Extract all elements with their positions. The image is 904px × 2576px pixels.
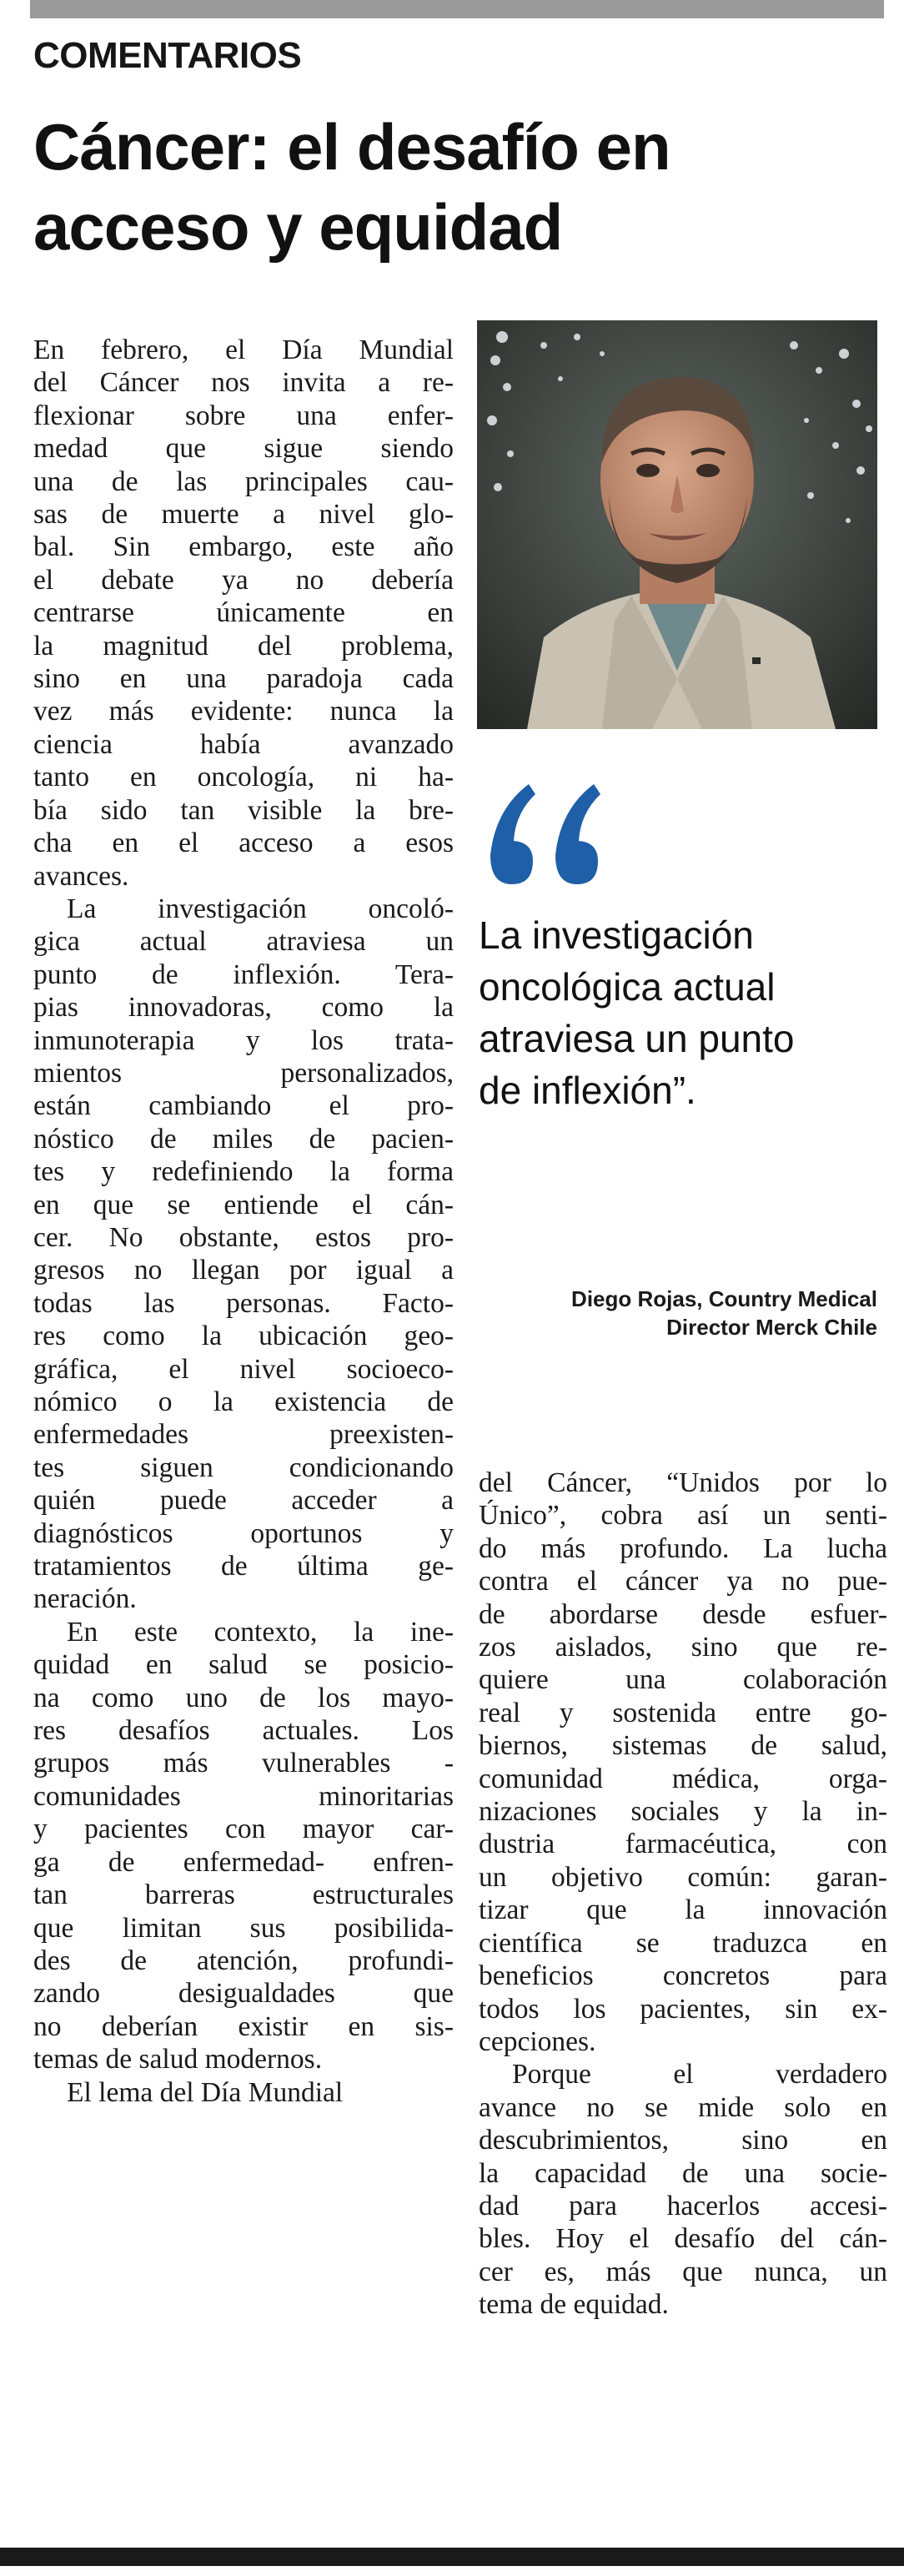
body-line: tizar que la innovación — [479, 1894, 887, 1926]
body-line: tes y redefiniendo la forma — [33, 1156, 454, 1188]
body-line: medad que sigue siendo — [33, 433, 454, 465]
body-line: nóstico de miles de pacien- — [33, 1123, 454, 1155]
body-line: En febrero, el Día Mundial — [33, 335, 454, 365]
body-line: mientos personalizados, — [33, 1057, 454, 1089]
body-line: sino en una paradoja cada — [33, 663, 454, 695]
body-line: punto de inflexión. Tera- — [33, 958, 454, 990]
body-line: La investigación oncoló- — [67, 893, 454, 924]
pull-quote-line: La investigación — [479, 913, 754, 957]
body-line: beneficios concretos para — [479, 1960, 887, 1992]
headline — [33, 107, 867, 267]
body-line: el debate ya no debería — [33, 564, 454, 596]
body-line: quiere una colaboración — [479, 1664, 887, 1696]
body-line: Único”, cobra así un senti- — [479, 1500, 887, 1532]
body-line: real y sostenida entre go- — [479, 1697, 887, 1728]
body-line: res desafíos actuales. Los — [33, 1715, 454, 1747]
body-line: cepciones. — [479, 2025, 596, 2057]
body-line: cha en el acceso a esos — [33, 828, 454, 859]
body-line: res como la ubicación geo- — [33, 1321, 454, 1352]
pull-quote — [479, 909, 879, 1116]
body-line: comunidades minoritarias — [33, 1780, 454, 1812]
body-line: na como uno de los mayo- — [33, 1682, 454, 1713]
body-line: neración. — [33, 1583, 137, 1615]
body-line: del Cáncer nos invita a re- — [33, 367, 454, 399]
body-line: de abordarse desde esfuer- — [479, 1598, 887, 1630]
body-line: todas las personas. Facto- — [33, 1287, 454, 1319]
top-rule — [30, 0, 884, 18]
body-line: que limitan sus posibilida- — [33, 1912, 454, 1944]
pull-quote-line: oncológica actual — [479, 965, 776, 1009]
body-line: están cambiando el pro- — [33, 1090, 454, 1122]
body-line: zos aislados, sino que re- — [479, 1632, 887, 1663]
body-line: avances. — [33, 860, 129, 892]
attribution-line: Director Merck Chile — [666, 1315, 877, 1340]
body-line: sas de muerte a nivel glo- — [33, 499, 454, 531]
body-line: zando desigualdades que — [33, 1978, 454, 2010]
attribution-line: Diego Rojas, Country Medical — [571, 1286, 877, 1311]
body-line: todos los pacientes, sin ex- — [479, 1993, 887, 2025]
body-line: del Cáncer, “Unidos por lo — [479, 1467, 887, 1498]
body-line: dad para hacerlos accesi- — [479, 2190, 887, 2221]
body-line: biernos, sistemas de salud, — [479, 1730, 887, 1762]
body-line: bal. Sin embargo, este año — [33, 531, 454, 563]
body-line: tan barreras estructurales — [33, 1879, 454, 1911]
body-line: la magnitud del problema, — [33, 630, 454, 662]
body-line: la capacidad de una socie- — [479, 2157, 887, 2189]
body-line: do más profundo. La lucha — [479, 1532, 887, 1564]
body-line: dustria farmacéutica, con — [479, 1829, 887, 1860]
body-line: nómico o la existencia de — [33, 1386, 454, 1417]
body-line: Porque el verdadero — [512, 2059, 887, 2090]
article-body-right-column — [479, 1467, 887, 2322]
body-line: diagnósticos oportunos y — [33, 1517, 454, 1549]
pull-quote-line: de inflexión”. — [479, 1069, 696, 1112]
body-line: descubrimientos, sino en — [479, 2125, 887, 2156]
body-line: tes siguen condicionando — [33, 1452, 454, 1483]
body-line: quidad en salud se posicio- — [33, 1649, 454, 1681]
pull-quote-line: atraviesa un punto — [479, 1017, 795, 1060]
body-line: cer es, más que nunca, un — [479, 2256, 887, 2287]
body-line: temas de salud modernos. — [33, 2044, 323, 2075]
article-body-left-column — [33, 334, 454, 2109]
headline-line: Cáncer: el desafío en — [33, 110, 670, 184]
headline-line: acceso y equidad — [33, 190, 563, 264]
body-line: vez más evidente: nunca la — [33, 696, 454, 727]
author-photo — [477, 320, 877, 729]
body-line: El lema del Día Mundial — [67, 2076, 344, 2108]
quote-attribution — [477, 1285, 877, 1341]
body-line: grupos más vulnerables - — [33, 1748, 454, 1779]
body-line: cer. No obstante, estos pro- — [33, 1221, 454, 1253]
body-line: en que se entiende el cán- — [33, 1189, 454, 1220]
body-line: tanto en oncología, ni ha- — [33, 762, 454, 793]
opening-quote-icon — [479, 776, 604, 893]
body-line: ciencia había avanzado — [33, 728, 454, 760]
body-line: tema de equidad. — [479, 2289, 669, 2321]
body-line: contra el cáncer ya no pue- — [479, 1566, 887, 1597]
body-line: enfermedades preexisten- — [33, 1419, 454, 1451]
body-line: inmunoterapia y los trata- — [33, 1024, 454, 1056]
body-line: des de atención, profundi- — [33, 1945, 454, 1976]
body-line: gresos no llegan por igual a — [33, 1255, 454, 1286]
body-line: centrarse únicamente en — [33, 597, 454, 629]
body-line: bles. Hoy el desafío del cán- — [479, 2223, 887, 2255]
body-line: quién puede acceder a — [33, 1485, 454, 1517]
body-line: nizaciones sociales y la in- — [479, 1796, 887, 1828]
body-line: avance no se mide solo en — [479, 2091, 887, 2123]
body-line: y pacientes con mayor car- — [33, 1814, 454, 1845]
body-line: pias innovadoras, como la — [33, 992, 454, 1024]
body-line: científica se traduzca en — [479, 1927, 887, 1959]
body-line: una de las principales cau- — [33, 465, 454, 497]
section-label: COMENTARIOS — [33, 35, 302, 76]
body-line: gica actual atraviesa un — [33, 926, 454, 958]
body-line: comunidad médica, orga- — [479, 1763, 887, 1794]
author-portrait-image — [477, 320, 877, 729]
body-line: gráfica, el nivel socioeco- — [33, 1353, 454, 1385]
bottom-rule — [0, 2548, 904, 2566]
body-line: tratamientos de última ge- — [33, 1551, 454, 1582]
body-line: En este contexto, la ine- — [67, 1616, 454, 1648]
body-line: flexionar sobre una enfer- — [33, 400, 454, 431]
body-line: no deberían existir en sis- — [33, 2010, 454, 2042]
body-line: un objetivo común: garan- — [479, 1861, 887, 1893]
body-line: ga de enfermedad- enfren- — [33, 1846, 454, 1878]
body-line: bía sido tan visible la bre- — [33, 794, 454, 826]
